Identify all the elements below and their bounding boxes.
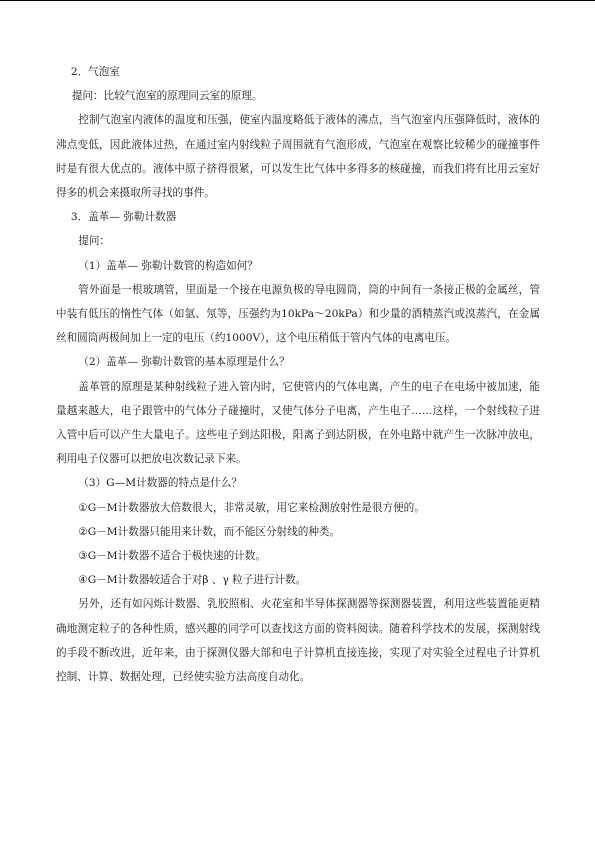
paragraph-other-detectors: 另外，还有如闪烁计数器、乳胶照相、火花室和半导体探测器等探测器装置，利用这些装置能更精确地测定粒子的各种性质，感兴趣的同学可以查找这方面的资料阅读。随着科学技术的发展，探测射线的手段不断改进，近年来，由于探测仪器大部和电子计算机直接连接，实现了对实验全过程电子计算机控制、计算、数据处理，已经使实验方法高度自动化。 xyxy=(56,598,540,684)
top-rule xyxy=(0,0,595,1)
section-heading-bubble-chamber: 2．气泡室 xyxy=(70,66,120,78)
question-label: 提问： xyxy=(78,235,111,248)
list-item: ②G－M计数器只能用来计数，而不能区分射线的种类。 xyxy=(78,525,341,538)
question-2: （2）盖革— 弥勒计数管的基本原理是什么？ xyxy=(78,356,290,369)
question-3: （3）G—M计数器的特点是什么？ xyxy=(78,477,243,490)
document-body xyxy=(56,60,540,689)
list-item: ③G－M计数器不适合于极快速的计数。 xyxy=(78,550,266,563)
list-item: ④G－M计数器较适合于对β 、γ 粒子进行计数。 xyxy=(78,574,307,587)
paragraph-principle: 盖革管的原理是某种射线粒子进入管内时，它使管内的气体电离，产生的电子在电场中被加速，能量越来越大，电子跟管中的气体分子碰撞时，又使气体分子电离，产生电子……这样，一个射线粒子进入管中后可以产生大量电子。这些电子到达阳极，阳离子到达阴极，在外电路中就产生一次脉冲放电，利用电子仪器可以把放电次数记录下来。 xyxy=(56,380,540,466)
list-item: ①G－M计数器放大倍数很大，非常灵敏，用它来检测放射性是很方便的。 xyxy=(78,501,425,514)
question-1: （1）盖革— 弥勒计数管的构造如何？ xyxy=(78,259,258,272)
paragraph-construction: 管外面是一根玻璃管，里面是一个接在电源负极的导电圆筒，筒的中间有一条接正极的金属丝，管中装有低压的惰性气体（如氩、氖等，压强约为10kPa～20kPa）和少量的酒精蒸汽或溴蒸汽，在金属丝和圆筒两极间加上一定的电压（约1000V），这个电压稍低于管内气体的电离电压。 xyxy=(56,283,540,345)
section-heading-geiger-counter: 3．盖革— 弥勒计数器 xyxy=(70,211,177,224)
paragraph-bubble-chamber: 控制气泡室内液体的温度和压强，使室内温度略低于液体的沸点，当气泡室内压强降低时，液体的沸点变低，因此液体过热，在通过室内射线粒子周围就有气泡形成，气泡室在观察比较稀少的碰撞事件时是有很大优点的。液体中原子挤得很紧，可以发生比气体中多得多的核碰撞，而我们将有比用云室好得多的机会来摄取所寻找的事件。 xyxy=(56,114,540,200)
question-bubble-chamber: 提问：比较气泡室的原理同云室的原理。 xyxy=(71,90,263,103)
